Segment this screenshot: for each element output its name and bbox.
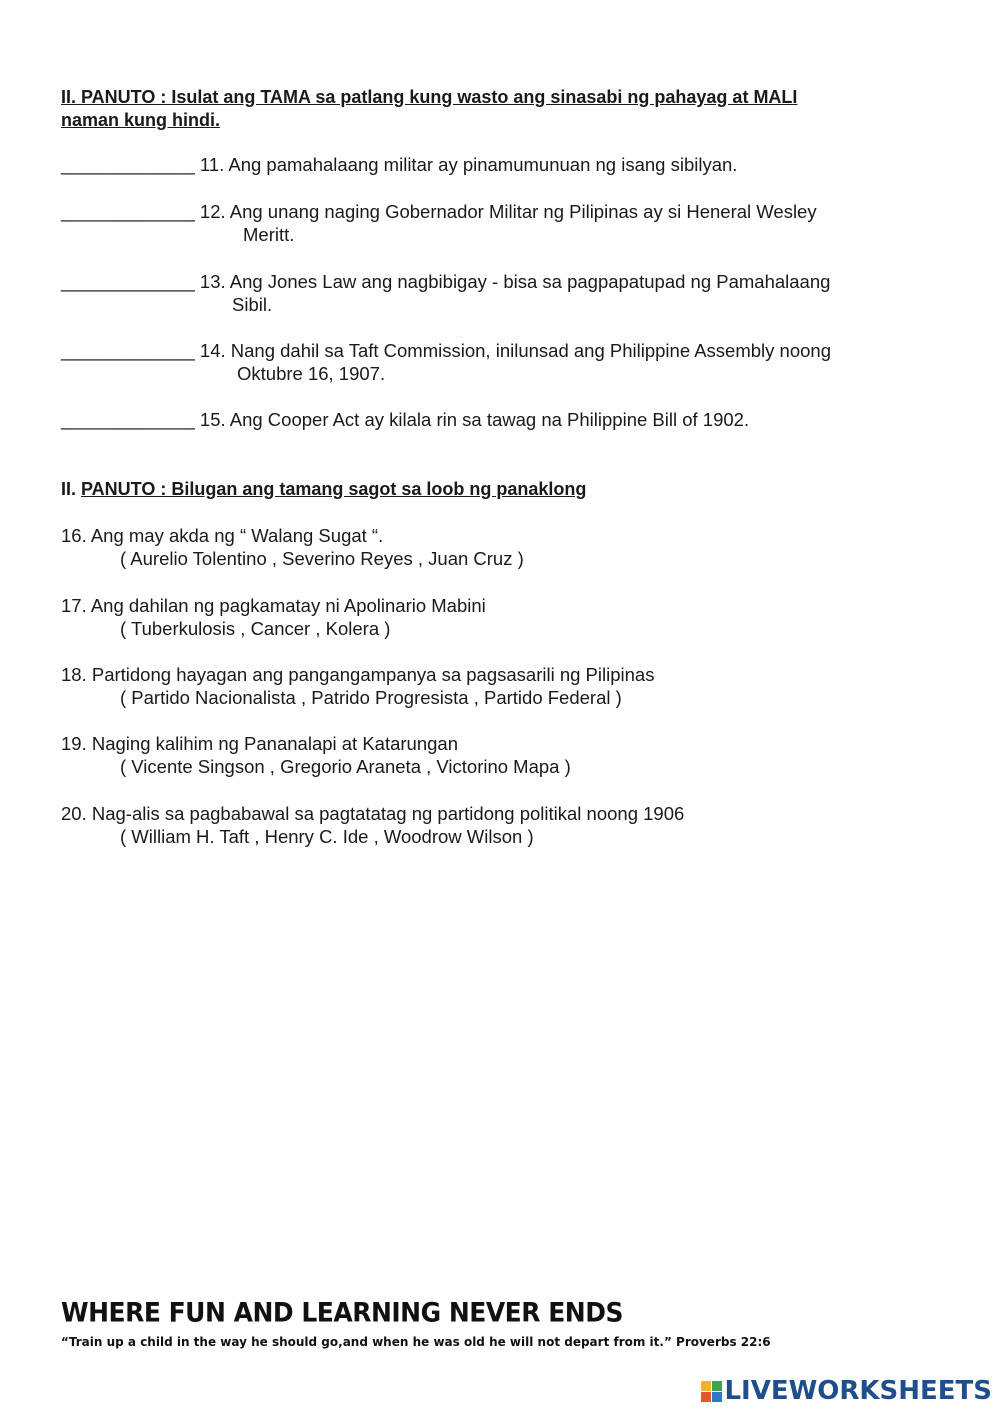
mc-item-18 xyxy=(61,663,941,709)
section2-heading-main: PANUTO : Bilugan ang tamang sagot sa loob ng panaklong xyxy=(81,479,587,499)
tf-item-11 xyxy=(61,153,941,176)
footer-title: WHERE FUN AND LEARNING NEVER ENDS xyxy=(61,1297,623,1328)
mc-choices[interactable]: ( Tuberkulosis , Cancer , Kolera ) xyxy=(120,618,391,639)
tf-item-text: 15. Ang Cooper Act ay kilala rin sa tawag na Philippine Bill of 1902. xyxy=(199,409,750,430)
mc-choices[interactable]: ( William H. Taft , Henry C. Ide , Woodrow Wilson ) xyxy=(120,826,534,847)
tf-item-text-cont: Sibil. xyxy=(232,294,273,315)
tf-item-15 xyxy=(61,408,941,431)
tf-item-text: 14. Nang dahil sa Taft Commission, inilunsad ang Philippine Assembly noong xyxy=(199,340,831,361)
tf-item-text-cont: Meritt. xyxy=(243,224,295,245)
mc-question: 20. Nag-alis sa pagbabawal sa pagtatatag ng partidong politikal noong 1906 xyxy=(61,803,685,824)
mc-question: 17. Ang dahilan ng pagkamatay ni Apolinario Mabini xyxy=(61,595,486,616)
tf-item-text-cont: Oktubre 16, 1907. xyxy=(237,363,386,384)
tf-item-13 xyxy=(61,270,941,316)
mc-choices[interactable]: ( Partido Nacionalista , Patrido Progresista , Partido Federal ) xyxy=(120,687,622,708)
answer-blank[interactable]: _____________ xyxy=(61,154,195,175)
mc-choices[interactable]: ( Aurelio Tolentino , Severino Reyes , Juan Cruz ) xyxy=(120,548,524,569)
answer-blank[interactable]: _____________ xyxy=(61,409,195,430)
tf-item-14 xyxy=(61,339,941,385)
tf-item-text: 12. Ang unang naging Gobernador Militar ng Pilipinas ay si Heneral Wesley xyxy=(199,201,817,222)
liveworksheets-brand[interactable] xyxy=(701,1376,992,1406)
mc-choices[interactable]: ( Vicente Singson , Gregorio Araneta , Victorino Mapa ) xyxy=(120,756,571,777)
tf-item-text: 13. Ang Jones Law ang nagbibigay - bisa sa pagpapatupad ng Pamahalaang xyxy=(199,271,831,292)
mc-question: 19. Naging kalihim ng Pananalapi at Katarungan xyxy=(61,733,459,754)
mc-item-17 xyxy=(61,594,941,640)
tf-item-12 xyxy=(61,200,941,246)
footer-quote: “Train up a child in the way he should go,and when he was old he will not depart from it.” Proverbs 22:6 xyxy=(61,1335,771,1349)
mc-item-20 xyxy=(61,802,941,848)
section1-heading-line2: naman kung hindi. xyxy=(61,110,221,130)
liveworksheets-logo-icon xyxy=(701,1381,722,1402)
answer-blank[interactable]: _____________ xyxy=(61,201,195,222)
section1-heading-line1: II. PANUTO : Isulat ang TAMA sa patlang kung wasto ang sinasabi ng pahayag at MALI xyxy=(61,87,798,107)
section1-heading xyxy=(61,86,921,132)
mc-item-19 xyxy=(61,732,941,778)
mc-item-16 xyxy=(61,524,941,570)
brand-name: LIVEWORKSHEETS xyxy=(724,1376,992,1406)
answer-blank[interactable]: _____________ xyxy=(61,271,195,292)
answer-blank[interactable]: _____________ xyxy=(61,340,195,361)
tf-item-text: 11. Ang pamahalaang militar ay pinamumunuan ng isang sibilyan. xyxy=(199,154,738,175)
mc-question: 18. Partidong hayagan ang pangangampanya sa pagsasarili ng Pilipinas xyxy=(61,664,655,685)
section2-heading-prefix: II. xyxy=(61,479,82,499)
section2-heading xyxy=(61,478,921,501)
mc-question: 16. Ang may akda ng “ Walang Sugat “. xyxy=(61,525,384,546)
